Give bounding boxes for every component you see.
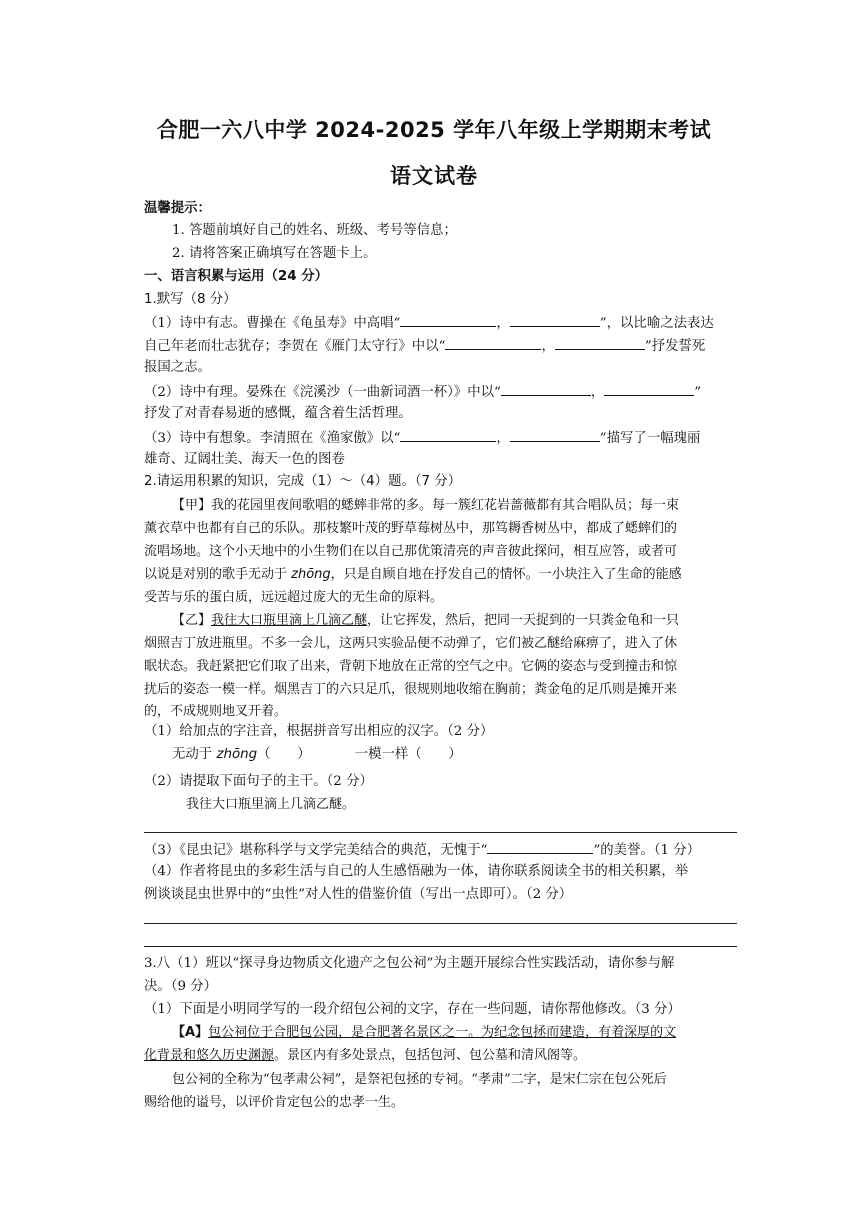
- answer-blank[interactable]: [555, 336, 645, 350]
- answer-blank[interactable]: [487, 840, 593, 854]
- answer-blank[interactable]: [510, 313, 600, 327]
- passage-jia-line4: 以说是对别的歌手无动于 zhōng，只是自顾自地在抒发自己的情怀。一小块注入了生命的能感: [144, 567, 682, 582]
- answer-blank[interactable]: [400, 313, 496, 327]
- section-heading-1: 一、语言积累与运用（24 分）: [144, 269, 328, 284]
- passage-jia-line5: 受苦与乐的蛋白质，远远超过庞大的无生命的原料。: [144, 590, 444, 605]
- paragraph-a-line1: 【A】包公祠位于合肥包公园，是合肥著名景区之一。为纪念包拯而建造，有着深厚的文: [172, 1025, 677, 1040]
- answer-line[interactable]: [144, 832, 737, 833]
- q1-part1-line2: 自己年老而壮志犹存；李贺在《雁门太守行》中以“ ， ”抒发誓死: [144, 336, 705, 356]
- q1-part2-line2: 抒发了对青春易逝的感慨，蕴含着生活哲理。: [144, 406, 412, 421]
- answer-paren[interactable]: 一模一样（ ）: [354, 747, 462, 762]
- tips-heading: 温馨提示：: [144, 201, 211, 216]
- q1-part2-line1: （2）诗中有理。晏殊在《浣溪沙（一曲新词酒一杯）》中以“ ， ”: [144, 382, 701, 402]
- q2-sub1: （1）给加点的字注音，根据拼音写出相应的汉字。（2 分）: [144, 724, 494, 739]
- answer-line[interactable]: [144, 946, 737, 947]
- answer-blank[interactable]: [400, 428, 496, 442]
- q1-part1-line1: （1）诗中有志。曹操在《龟虽寿》中高唱“ ， ”，以比喻之法表达: [144, 313, 714, 333]
- q1-title: 1.默写（8 分）: [144, 292, 237, 307]
- passage-yi-line3: 眠状态。我赶紧把它们取了出来，背朝下地放在正常的空气之中。它俩的姿态与受到撞击和惊: [144, 659, 678, 674]
- paragraph-b-line2: 赐给他的谥号，以评价肯定包公的忠孝一生。: [144, 1095, 405, 1110]
- q2-sub1-items: 无动于 zhōng（ ） 一模一样（ ）: [172, 747, 462, 762]
- q2-sub2: （2）请提取下面句子的主干。（2 分）: [144, 774, 373, 789]
- answer-blank[interactable]: [501, 382, 591, 396]
- answer-blank[interactable]: [510, 428, 600, 442]
- answer-paren[interactable]: （ ）: [257, 747, 311, 762]
- tips-item-1: 1. 答题前填好自己的姓名、班级、考号等信息；: [172, 223, 457, 238]
- passage-yi-line2: 烟照吉丁放进瓶里。不多一会儿，这两只实验品便不动弹了，它们被乙醚给麻痹了，进入了休: [144, 636, 678, 651]
- q3-title-line2: 决。（9 分）: [144, 979, 218, 994]
- paragraph-a-line2: 化背景和悠久历史渊源。景区内有多处景点，包括包河、包公墓和清风阁等。: [144, 1048, 587, 1063]
- q2-title: 2.请运用积累的知识，完成（1）～（4）题。（7 分）: [144, 474, 462, 489]
- q2-sub2-sentence: 我往大口瓶里滴上几滴乙醚。: [186, 797, 356, 812]
- q1-part3-line2: 雄奇、辽阔壮美、海天一色的图卷: [144, 452, 345, 467]
- q2-sub4-line1: （4）作者将昆虫的多彩生活与自己的人生感悟融为一体，请你联系阅读全书的相关积累，举: [144, 864, 689, 879]
- answer-line[interactable]: [144, 923, 737, 924]
- q1-part3-line1: （3）诗中有想象。李清照在《渔家傲》以“ ， ”描写了一幅瑰丽: [144, 428, 700, 448]
- exam-subtitle: 语文试卷: [390, 164, 478, 188]
- passage-jia-line3: 流唱场地。这个小天地中的小生物们在以自己那优策清亮的声音彼此探问，相互应答，或者可: [144, 544, 678, 559]
- passage-yi-line4: 扰后的姿态一模一样。烟黑吉丁的六只足爪，很规则地收缩在胸前；粪金龟的足爪则是摊开来: [144, 682, 678, 697]
- tips-item-2: 2. 请将答案正确填写在答题卡上。: [172, 246, 377, 261]
- passage-jia-line2: 薰衣草中也都有自己的乐队。那枝繁叶茂的野草莓树丛中，那笃耨香树丛中，都成了蟋蟀们的: [144, 521, 678, 536]
- answer-blank[interactable]: [604, 382, 694, 396]
- passage-jia-line1: 【甲】我的花园里夜间歌唱的蟋蟀非常的多。每一簇红花岩蔷薇都有其合唱队员；每一束: [172, 498, 680, 513]
- paragraph-b-line1: 包公祠的全称为“包孝肃公祠”，是祭祀包拯的专祠。“孝肃”二字，是宋仁宗在包公死后: [172, 1072, 667, 1087]
- answer-blank[interactable]: [445, 336, 541, 350]
- q2-sub4-line2: 例谈谈昆虫世界中的“虫性”对人性的借鉴价值（写出一点即可）。（2 分）: [144, 887, 573, 902]
- q3-title-line1: 3.八（1）班以“探寻身边物质文化遗产之包公祠”为主题开展综合性实践活动，请你参与解: [144, 956, 675, 971]
- exam-title: 合肥一六八中学 2024-2025 学年八年级上学期期末考试: [156, 118, 712, 142]
- passage-yi-line5: 的，不成规则地叉开着。: [144, 704, 288, 719]
- q1-part1-line3: 报国之志。: [144, 360, 211, 375]
- q2-sub3: （3）《昆虫记》堪称科学与文学完美结合的典范，无愧于“ ”的美誉。（1 分）: [144, 840, 700, 860]
- passage-yi-line1: 【乙】我往大口瓶里滴上几滴乙醚，让它挥发，然后，把同一天捉到的一只粪金龟和一只: [172, 613, 680, 628]
- q3-sub1: （1）下面是小明同学写的一段介绍包公祠的文字，存在一些问题，请你帮他修改。（3 分）: [144, 1002, 681, 1017]
